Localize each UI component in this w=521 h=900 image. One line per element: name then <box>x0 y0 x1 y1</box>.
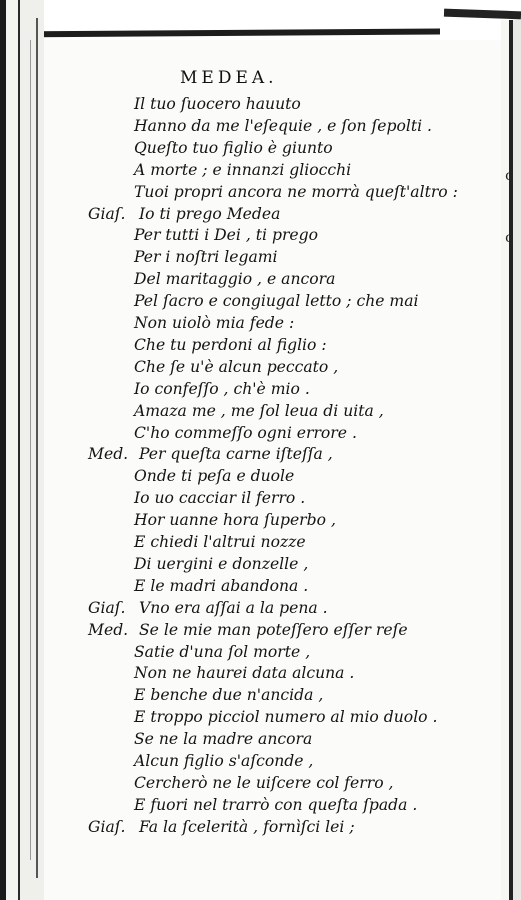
verse-line: Hanno da me l'eſequie , e ſon ſepolti . <box>134 116 433 135</box>
gutter-line <box>36 18 38 878</box>
verse-line: Io confeſſo , ch'è mio . <box>134 379 310 398</box>
verse-line: Di uergini e donzelle , <box>134 554 309 573</box>
verse-line: Che tu perdoni al figlio : <box>134 335 327 354</box>
speaker-label: Giaſ. <box>88 204 126 223</box>
verse-line: Vno era aſſai a la pena . <box>139 598 328 617</box>
running-head: MEDEA. <box>180 68 278 88</box>
verse-line: Queſto tuo figlio è giunto <box>134 138 333 157</box>
verse-line: Fa la ſcelerità , fornìſci lei ; <box>139 817 355 836</box>
verse-line: C'ho commeſſo ogni errore . <box>134 423 357 442</box>
margin-mark: c <box>505 230 513 246</box>
verse-line: E fuori nel trarrò con queſta ſpada . <box>134 795 418 814</box>
verse-line: Per queſta carne iſteſſa , <box>139 445 333 464</box>
verse-line: E benche due n'ancida , <box>134 686 324 705</box>
verse-line: Del maritaggio , e ancora <box>134 270 336 289</box>
verse-line: Che ſe u'è alcun peccato , <box>134 357 339 376</box>
verse-line: Amaza me , me ſol leua di uita , <box>134 401 384 420</box>
verse-line: A morte ; e innanzi gliocchi <box>134 160 352 179</box>
speaker-label: Giaſ. <box>88 817 126 836</box>
verse-line: Io ti prego Medea <box>139 204 281 223</box>
verse-line: Hor uanne hora ſuperbo , <box>134 511 336 530</box>
speaker-label: Med. <box>88 620 129 639</box>
verse-line: E le madri abandona . <box>134 576 309 595</box>
speaker-label: Giaſ. <box>88 598 126 617</box>
verse-line: Tuoi propri ancora ne morrà queſt'altro : <box>134 182 458 201</box>
gutter-line-secondary <box>30 40 31 860</box>
verse-line: Per i noſtri legami <box>134 248 278 267</box>
verse-line: Alcun figlio s'aſconde , <box>134 752 314 770</box>
verse-line: E troppo picciol numero al mio duolo . <box>134 708 438 727</box>
verse-line: Il tuo ſuocero hauuto <box>134 95 301 113</box>
right-page-edge <box>501 20 521 900</box>
verse-line: Cercherò ne le uiſcere col ferro , <box>134 773 394 792</box>
verse-line: E chiedi l'altrui nozze <box>134 533 306 551</box>
verse-line: Se ne la madre ancora <box>134 730 313 749</box>
verse-line: Pel ſacro e congiugal letto ; che mai <box>134 292 419 311</box>
margin-mark: c <box>505 168 513 184</box>
verse-line: Satie d'una ſol morte , <box>134 642 311 661</box>
verse-line: Per tutti i Dei , ti prego <box>134 226 318 245</box>
verse-line: Onde ti peſa e duole <box>134 467 295 486</box>
verse-line: Se le mie man poteſſero eſſer reſe <box>139 620 408 639</box>
verse-line: Io uo cacciar il ferro . <box>134 489 306 508</box>
verse-line: Non uiolò mia fede : <box>134 314 295 332</box>
verse-line: Non ne haurei data alcuna . <box>134 664 355 683</box>
speaker-label: Med. <box>88 445 129 464</box>
